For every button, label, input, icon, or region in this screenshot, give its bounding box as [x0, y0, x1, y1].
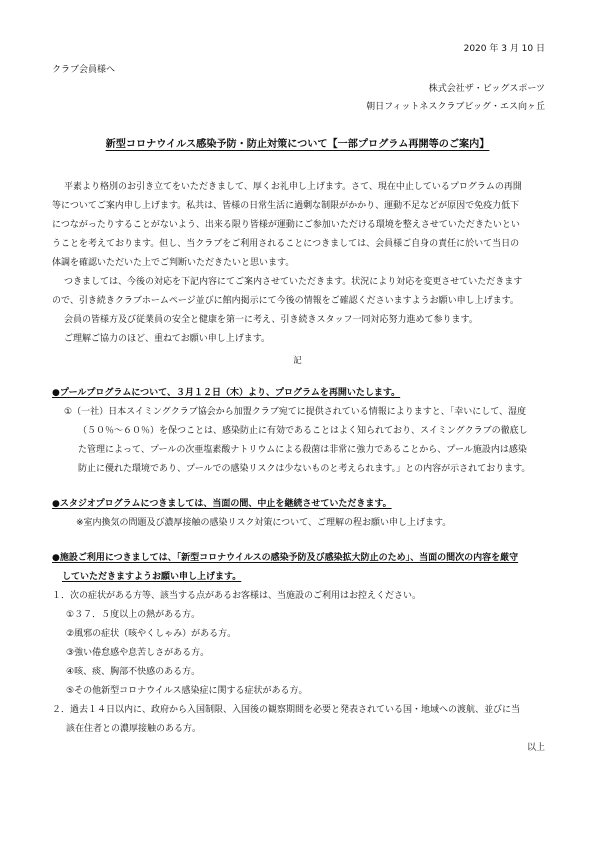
symptom-item: ④咳、痰、胸部不快感のある方。: [66, 667, 201, 677]
document-date: 2020 年 3 月 10 日: [463, 44, 545, 54]
symptom-item: ①３７．５度以上の熱がある方。: [66, 610, 201, 620]
document-title: 新型コロナウイルス感染予防・防止対策について【一部プログラム再開等のご案内】: [105, 139, 490, 150]
intro-line: 体調を確認いただいた上でご判断いただきたいと思います。: [52, 258, 295, 268]
pool-line: （５０％～６０％）を保つことは、感染防止に有効であることはよく知られており、スイミングクラブの徹底し: [78, 426, 528, 436]
studio-heading: ●スタジオプログラムにつきましては、当面の間、中止を継続させていただきます。: [52, 499, 392, 509]
symptom-item: ⑤その他新型コロナウイルス感染症に関する症状がある方。: [66, 686, 308, 696]
pool-line: た管理によって、プールの次亜塩素酸ナトリウムによる殺菌は非常に強力であることから、プール施設内は感染: [78, 445, 527, 455]
ki-label: 記: [293, 355, 302, 365]
symptom-item: ③強い倦怠感や息苦しさがある方。: [66, 648, 210, 658]
intro-line: 会員の皆様方及び従業員の安全と健康を第一に考え、引き続きスタッフ一同対応努力進めて参ります。: [64, 315, 478, 325]
pool-line: ①（一社）日本スイミングクラブ協会から加盟クラブ宛てに提供されている情報によりますと、「幸いにして、湿度: [64, 407, 527, 417]
closing-ijou: 以上: [526, 743, 545, 753]
intro-line: 平素より格別のお引き立てをいただきまして、厚くお礼申し上げます。さて、現在中止しているプログラムの再開: [64, 182, 522, 192]
recipient: クラブ会員様へ: [52, 65, 116, 75]
company-name: 株式会社ザ・ビッグスポーツ: [428, 84, 545, 94]
intro-line: ご理解ご協力のほど、重ねてお願い申し上げます。: [64, 334, 271, 344]
club-name: 朝日フィットネスクラブビッグ・エス向ヶ丘: [366, 102, 545, 112]
facility-item-2-cont: 該在住者との濃厚接触のある方。: [66, 724, 202, 734]
facility-item-1: １．次の症状がある方等、該当する点があるお客様は、当施設のご利用はお控えください。: [52, 591, 422, 601]
facility-item-2: ２．過去１４日以内に、政府から入国制限、入国後の観察期間を必要と発表されている国・地域への渡航、並びに当: [52, 705, 521, 715]
pool-heading: ●プールプログラムについて、３月１２日（木）より、プログラムを再開いたします。: [52, 388, 401, 398]
intro-line: つきましては、今後の対応を下記内容にてご案内させていただきます。状況により対応を変更させていただきます: [64, 277, 523, 287]
intro-line: 等についてご案内申し上げます。私共は、皆様の日常生活に過剰な制限がかかり、運動不足などが原因で免疫力低下: [52, 201, 520, 211]
pool-line: 防止に優れた環境であり、プールでの感染リスクは少ないものと考えられます。」との内容が示されております。: [78, 464, 531, 474]
intro-line: につながったりすることがないよう、出来る限り皆様が運動にご参加いただける環境を整えさせていただきたいとい: [52, 220, 520, 230]
facility-heading: ●施設ご利用につきましては、「新型コロナウイルスの感染予防及び感染拡大防止のため」、当面の間次の内容を厳守: [52, 553, 519, 563]
facility-heading-cont: していただきますようお願い申し上げます。: [62, 572, 242, 582]
symptom-item: ②風邪の症状（咳やくしゃみ）がある方。: [66, 629, 237, 639]
intro-line: ので、引き続きクラブホームページ並びに館内掲示にて今後の情報をご確認くださいますようお願い申し上げます。: [52, 296, 519, 306]
intro-line: うことを考えております。但し、当クラブをご利用されることにつきましては、会員様ご自身の責任に於いて当日の: [52, 239, 520, 249]
studio-note: ※室内換気の問題及び濃厚接触の感染リスク対策について、ご理解の程お願い申し上げます。: [76, 518, 452, 528]
